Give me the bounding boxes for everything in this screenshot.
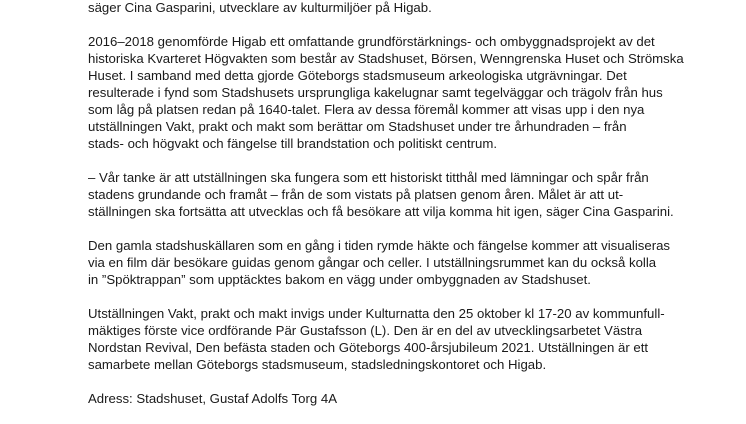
text-line: Adress: Stadshuset, Gustaf Adolfs Torg 4A: [88, 391, 337, 406]
text-line: – Vår tanke är att utställningen ska fungera som ett historiskt titthål med lämningar och spår från: [88, 170, 649, 185]
text-line: säger Cina Gasparini, utvecklare av kulturmiljöer på Higab.: [88, 0, 432, 15]
text-line: som låg på platsen redan på 1640-talet. Flera av dessa föremål kommer att visas upp i den nya: [88, 102, 645, 117]
text-line: in ”Spöktrappan” som upptäcktes bakom en vägg under ombyggnaden av Stadshuset.: [88, 272, 591, 287]
document-body: [88, 0, 728, 424]
text-line: utställningen Vakt, prakt och makt som berättar om Stadshuset under tre århundraden – från: [88, 119, 627, 134]
paragraph-quote: [88, 169, 728, 220]
text-line: 2016–2018 genomförde Higab ett omfattande grundförstärknings- och ombyggnadsprojekt av det: [88, 34, 655, 49]
text-line: stadens grundande och framåt – från de som vistats på platsen genom åren. Målet är att ut-: [88, 187, 624, 202]
text-line: Den gamla stadshuskällaren som en gång i tiden rymde häkte och fängelse kommer att visualiseras: [88, 238, 671, 253]
text-line: resulterade i fynd som Stadshusets ursprungliga kakelugnar samt tegelväggar och trägolv från hus: [88, 85, 663, 100]
text-line: samarbete mellan Göteborgs stadsmuseum, stadsledningskontoret och Higab.: [88, 357, 547, 372]
text-line: stads- och högvakt och fängelse till brandstation och politiskt centrum.: [88, 136, 498, 151]
text-line: mäktiges förste vice ordförande Pär Gustafsson (L). Den är en del av utvecklingsarbetet Västra: [88, 323, 643, 338]
text-line: Utställningen Vakt, prakt och makt invigs under Kulturnatta den 25 oktober kl 17-20 av kommunfull-: [88, 306, 665, 321]
text-line: Nordstan Revival, Den befästa staden och Göteborgs 400-årsjubileum 2021. Utställningen är ett: [88, 340, 649, 355]
text-line: via en film där besökare guidas genom gångar och celler. I utställningsrummet kan du också kolla: [88, 255, 657, 270]
paragraph-cellar: [88, 237, 728, 288]
paragraph-address: [88, 390, 728, 407]
text-line: ställningen ska fortsätta att utvecklas och få besökare att vilja komma hit igen, säger Cina Gasparini.: [88, 204, 674, 219]
paragraph-project: [88, 33, 728, 152]
text-line: Huset. I samband med detta gjorde Göteborgs stadsmuseum arkeologiska utgrävningar. Det: [88, 68, 627, 83]
paragraph-quote-end: [88, 0, 728, 16]
paragraph-opening: [88, 305, 728, 373]
text-line: historiska Kvarteret Högvakten som består av Stadshuset, Börsen, Wenngrenska Huset och Strömska: [88, 51, 684, 66]
